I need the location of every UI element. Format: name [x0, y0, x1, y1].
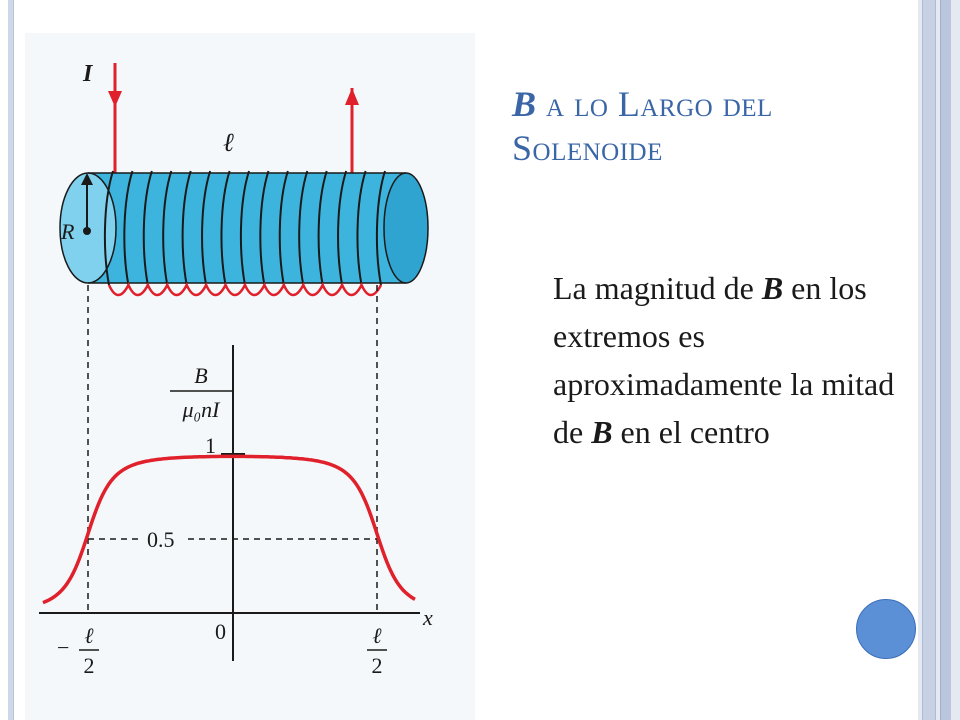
body-part-1: La magnitud de [553, 270, 762, 306]
body-part-3: en el centro [612, 414, 770, 450]
body-part-2: en los extremos es aproximadamente la mitad de [553, 270, 895, 450]
title-symbol: B [512, 84, 537, 124]
right-end-numerator: ℓ [372, 623, 382, 648]
tick-half-label: 0.5 [147, 527, 175, 552]
right-end-denominator: 2 [371, 653, 383, 678]
left-frame-bar [8, 0, 14, 720]
length-label: ℓ [223, 128, 234, 157]
solenoid-diagram [25, 33, 475, 720]
body-symbol-2: B [591, 414, 613, 450]
coil-bottom-loops [109, 285, 381, 295]
left-end-sign: − [57, 635, 70, 660]
x-axis-label: x [423, 605, 433, 630]
tick-one-label: 1 [205, 433, 216, 458]
slide-body [553, 264, 913, 456]
title-text: a lo Largo del Solenoide [512, 84, 773, 168]
slide-title [512, 82, 912, 170]
field-curve [43, 456, 415, 602]
arrow-up [345, 88, 359, 105]
solenoid-figure [25, 33, 475, 720]
radius-center [83, 227, 91, 235]
solenoid-right-cap [384, 173, 428, 283]
left-end-numerator: ℓ [84, 623, 94, 648]
y-fraction-numerator: B [194, 363, 208, 388]
arrow-down [108, 91, 122, 107]
current-label: I [83, 61, 93, 87]
right-frame-bar [922, 0, 936, 720]
origin-label: 0 [215, 619, 226, 644]
decorative-circle [856, 599, 916, 659]
radius-label: R [61, 219, 75, 244]
right-frame-bar-inner [940, 0, 951, 720]
y-fraction-denominator: μ₀nI [182, 397, 220, 422]
body-symbol-1: B [761, 270, 784, 306]
left-end-denominator: 2 [83, 653, 95, 678]
